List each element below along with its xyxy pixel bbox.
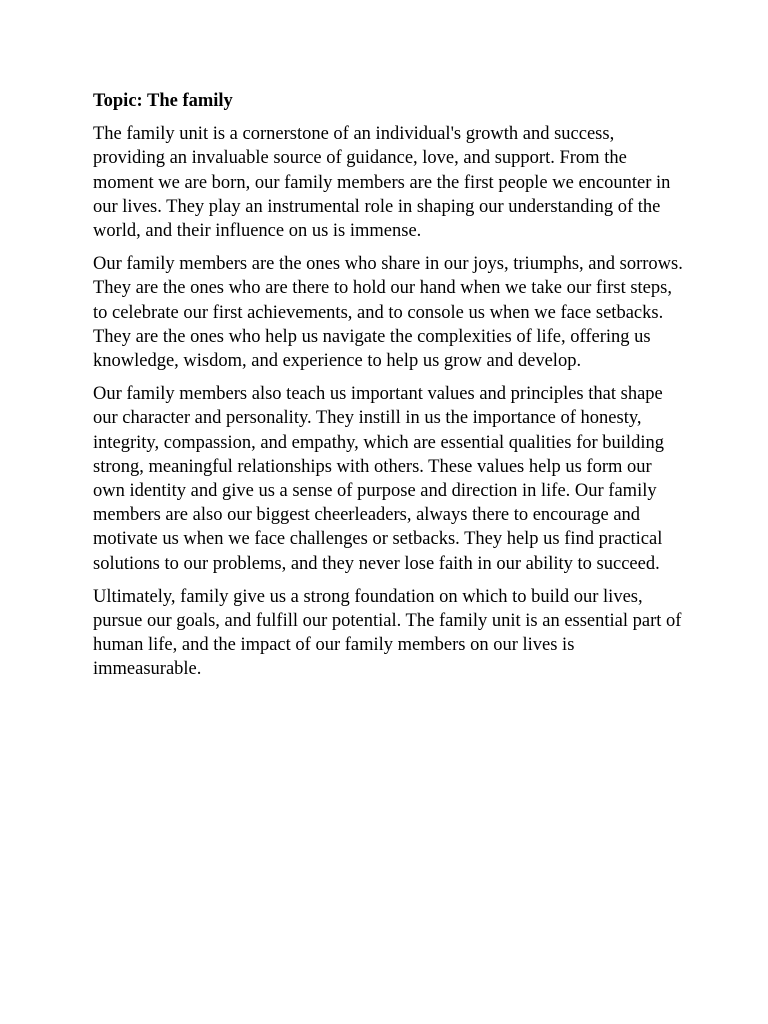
paragraph-1: The family unit is a cornerstone of an individual's growth and success, providing an invaluable source of guidance, love, and support. From the moment we are born, our family members are the first people we encounter in our lives. They play an instrumental role in shaping our understanding of the world, and their influence on us is immense. bbox=[93, 124, 671, 242]
paragraph-3: Our family members also teach us important values and principles that shape our character and personality. They instill in us the importance of honesty, integrity, compassion, and empathy, which are essential qualities for building strong, meaningful relationships with others. These values help us form our own identity and give us a sense of purpose and direction in life. Our family members are also our biggest cheerleaders, always there to encourage and motivate us when we face challenges or setbacks. They help us find practical solutions to our problems, and they never lose faith in our ability to succeed. bbox=[93, 384, 664, 574]
paragraph-2: Our family members are the ones who share in our joys, triumphs, and sorrows. They are the ones who are there to hold our hand when we take our first steps, to celebrate our first achievements, and to console us when we face setbacks. They are the ones who help us navigate the complexities of life, offering us knowledge, wisdom, and experience to help us grow and develop. bbox=[93, 254, 683, 372]
document-page bbox=[93, 89, 683, 691]
document-title: Topic: The family bbox=[93, 91, 233, 111]
paragraph-4: Ultimately, family give us a strong foundation on which to build our lives, pursue our goals, and fulfill our potential. The family unit is an essential part of human life, and the impact of our family members on our lives is immeasurable. bbox=[93, 586, 682, 680]
